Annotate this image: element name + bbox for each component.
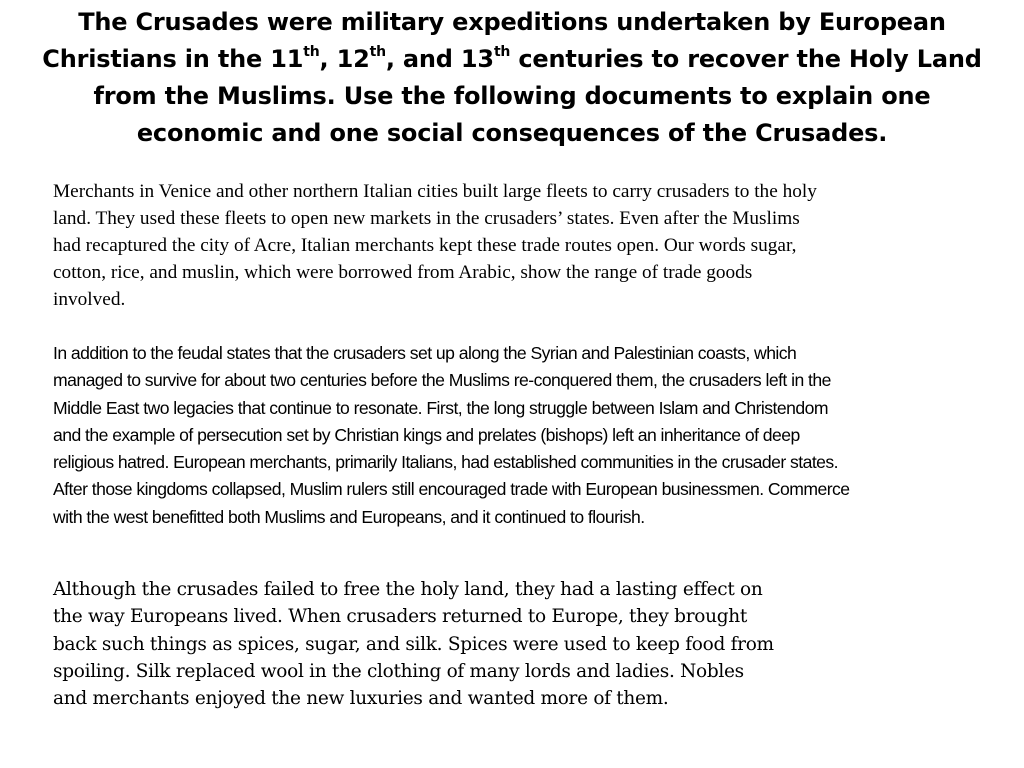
- title-text-part-1: The Crusades were military expeditions undertaken by European Christians in the 11: [42, 8, 946, 73]
- title-superscript-2: th: [369, 44, 386, 60]
- document-2-crusader-legacies: In addition to the feudal states that the crusaders set up along the Syrian and Palestinian coasts, which managed to survive for about two centuries before the Muslims re-conquered them, the crusaders left in the Middle East two legacies that continue to resonate. First, the long struggle between Islam and Christendom and the example of persecution set by Christian kings and prelates (bishops) left an inheritance of deep religious hatred. European merchants, primarily Italians, had established communities in the crusader states. After those kingdoms collapsed, Muslim rulers still encouraged trade with European businessmen. Commerce with the west benefitted both Muslims and Europeans, and it continued to flourish.: [53, 343, 850, 527]
- title-superscript-3: th: [493, 44, 511, 60]
- title-text-part-2: , 12: [319, 45, 370, 73]
- document-3-lasting-effects: Although the crusades failed to free the holy land, they had a lasting effect on the way Europeans lived. When crusaders returned to Europe, they brought back such things as spices, sugar, and silk. Spices were used to keep food from spoiling. Silk replaced wool in the clothing of many lords and ladies. Nobles and merchants enjoyed the new luxuries and wanted more of them.: [53, 579, 774, 710]
- title-text-part-4: centuries to recover the Holy Land from the Muslims. Use the following documents to explain one economic and one social consequences of the Crusades.: [93, 45, 982, 147]
- slide-title: [40, 4, 984, 152]
- document-1-venice-merchants: Merchants in Venice and other northern Italian cities built large fleets to carry crusaders to the holy land. They used these fleets to open new markets in the crusaders’ states. Even after the Muslims had recaptured the city of Acre, Italian merchants kept these trade routes open. Our words sugar, cotton, rice, and muslin, which were borrowed from Arabic, show the range of trade goods involved.: [53, 181, 817, 310]
- title-superscript-1: th: [303, 44, 320, 60]
- title-text-part-3: , and 13: [385, 45, 494, 73]
